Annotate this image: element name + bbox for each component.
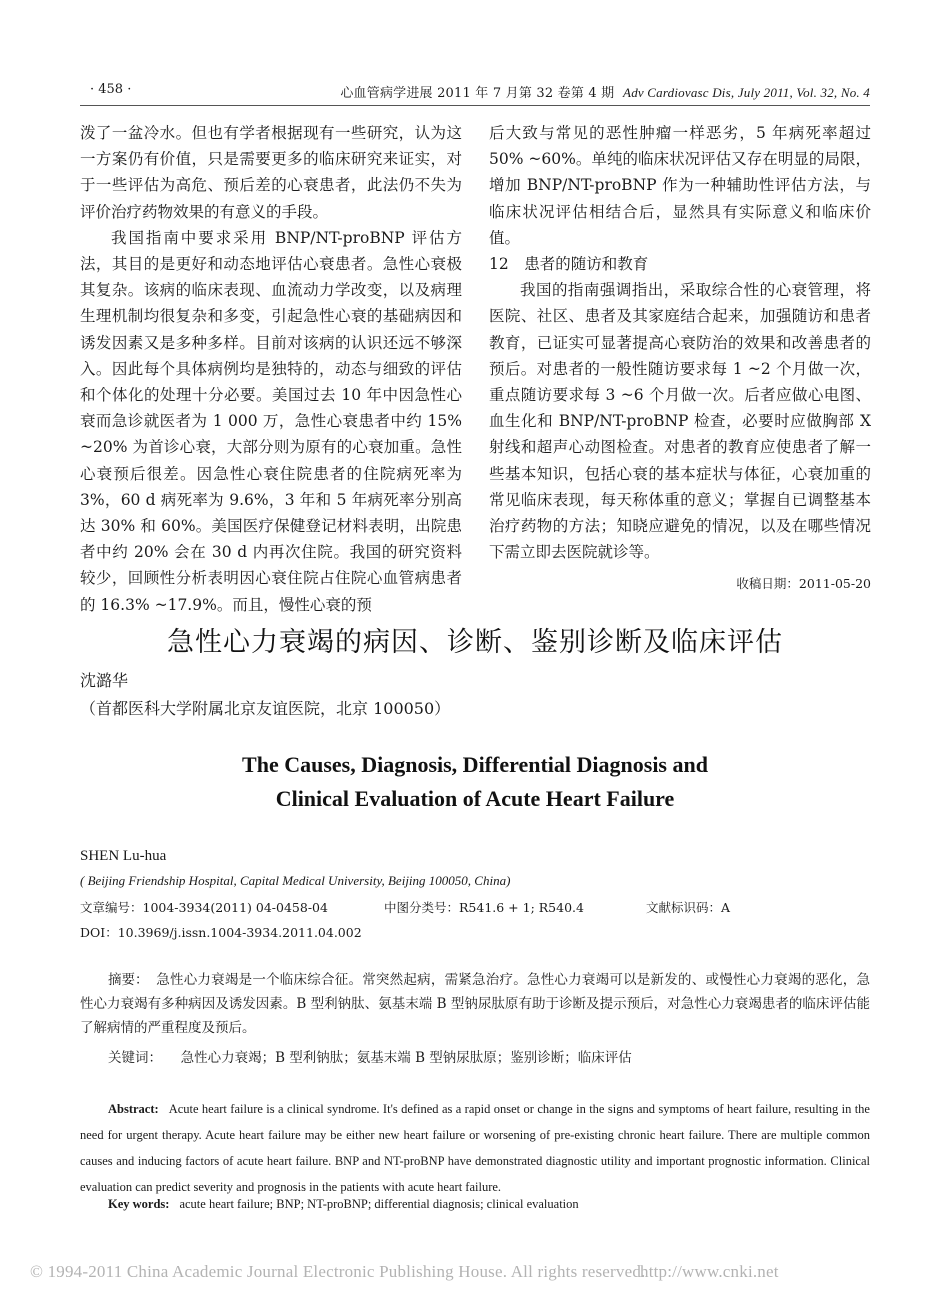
body-paragraph: 我国指南中要求采用 BNP/NT-proBNP 评估方法，其目的是更好和动态地评估心衰患者。急性心衰极其复杂。该病的临床表现、血流动力学改变，以及病理生理机制均很复杂和多变，引起急性心衰的基础病因和诱发因素又是多种多样。目前对该病的认识还远不够深入。因此每个具体病例均是独特的，动态与细致的评估和个体化的处理十分必要。美国过去 10 年中因急性心衰而急诊就医者为 1 000 万，急性心衰患者中约 15% ~20% 为首诊心衰，大部分则为原有的心衰加重。急性心衰预后很差。因急性心衰住院患者的住院病死率为 3%，60 d 病死率为 9.6%，3 年和 5 年病死率分别高达 30% 和 60%。美国医疗保健登记材料表明，出院患者中约 20% 会在 30 d 内再次住院。我国的研究资料较少，回顾性分析表明因心衰住院占住院心血管病患者的 16.3% ~17.9%。而且，慢性心衰的预 xyxy=(80,228,462,614)
clc-number: 中图分类号：R541.6 + 1; R540.4 xyxy=(384,900,584,915)
affiliation-cn: （首都医科大学附属北京友谊医院，北京 100050） xyxy=(80,699,451,718)
body-left-column xyxy=(80,120,462,618)
keywords-cn xyxy=(80,1046,632,1066)
abstract-cn-text: 急性心力衰竭是一个临床综合征。常突然起病，需紧急治疗。急性心力衰竭可以是新发的、或慢性心力衰竭的恶化，急性心力衰竭有多种病因及诱发因素。B 型利钠肽、氨基末端 B 型钠尿肽原有助于诊断及提示预后，对急性心力衰竭患者的临床评估能了解病情的严重程度及预后。 xyxy=(80,972,870,1036)
abstract-cn-label: 摘要： xyxy=(108,972,149,988)
keywords-en-label: Key words: xyxy=(108,1197,170,1211)
keywords-en-text: acute heart failure; BNP; NT-proBNP; differential diagnosis; clinical evaluation xyxy=(179,1197,579,1211)
title-en-line-2: Clinical Evaluation of Acute Heart Failure xyxy=(275,786,675,811)
received-date: 收稿日期：2011-05-20 xyxy=(736,576,871,592)
document-code: 文献标识码：A xyxy=(646,900,731,915)
abstract-en xyxy=(80,1096,870,1200)
body-paragraph: 我国的指南强调指出，采取综合性的心衰管理，将医院、社区、患者及其家庭结合起来，加强随访和患者教育，已证实可显著提高心衰防治的效果和改善患者的预后。对患者的一般性随访要求每 1 ~2 个月做一次，重点随访要求每 3 ~6 个月做一次。后者应做心电图、血生化和 BNP/NT-proBNP 检查，必要时应做胸部 X 射线和超声心动图检查。对患者的教育应使患者了解一些基本知识，包括心衰的基本症状与体征，心衰加重的常见临床表现，每天称体重的意义；掌握自已调整基本治疗药物的方法；知晓应避免的情况，以及在哪些情况下需立即去医院就诊等。 xyxy=(489,281,871,562)
abstract-en-text: Acute heart failure is a clinical syndrome. It's defined as a rapid onset or change in the signs and symptoms of heart failure, resulting in the need for urgent therapy. Acute heart failure may be either new heart failure or worsening of pre-existing chronic heart failure. There are multiple common causes and inducing factors of acute heart failure. BNP and NT-proBNP have demonstrated diagnostic utility and important prognostic information. Clinical evaluation can predict severity and prognosis in the patients with acute heart failure. xyxy=(80,1102,870,1194)
affiliation-en: ( Beijing Friendship Hospital, Capital Medical University, Beijing 100050, China) xyxy=(80,873,511,888)
page-number: · 458 · xyxy=(90,82,132,97)
copyright-text: © 1994-2011 China Academic Journal Electronic Publishing House. All rights reserved. xyxy=(30,1262,646,1281)
abstract-cn xyxy=(80,968,870,1040)
header-rule xyxy=(80,105,870,106)
journal-name-cn: 心血管病学进展 2011 年 7 月第 32 卷第 4 期 xyxy=(340,86,615,101)
journal-name-en: Adv Cardiovasc Dis, July 2011, Vol. 32, No. 4 xyxy=(623,85,870,100)
body-paragraph: 后大致与常见的恶性肿瘤一样恶劣，5 年病死率超过 50% ~60%。单纯的临床状况评估又存在明显的局限，增加 BNP/NT-proBNP 作为一种辅助性评估方法，与临床状况评估相结合后，显然具有实际意义和临床价值。 xyxy=(489,124,871,247)
author-cn: 沈潞华 xyxy=(80,671,129,690)
keywords-cn-text: 急性心力衰竭；B 型利钠肽；氨基末端 B 型钠尿肽原；鉴别诊断；临床评估 xyxy=(180,1050,632,1066)
abstract-en-label: Abstract: xyxy=(108,1102,159,1116)
article-number: 文章编号：1004-3934(2011) 04-0458-04 xyxy=(80,900,328,915)
author-en: SHEN Lu-hua xyxy=(80,848,167,864)
running-header xyxy=(340,82,870,101)
keywords-cn-label: 关键词： xyxy=(108,1050,162,1066)
keywords-en xyxy=(80,1197,579,1212)
section-heading: 12 患者的随访和教育 xyxy=(489,255,649,274)
body-right-column xyxy=(489,120,871,598)
article-title-cn: 急性心力衰竭的病因、诊断、鉴别诊断及临床评估 xyxy=(167,627,783,658)
copyright-watermark xyxy=(30,1262,920,1282)
cnki-url[interactable]: http://www.cnki.net xyxy=(640,1262,779,1281)
title-en-line-1: The Causes, Diagnosis, Differential Diagnosis and xyxy=(242,752,708,777)
article-title-en xyxy=(0,748,950,816)
body-paragraph: 泼了一盆冷水。但也有学者根据现有一些研究，认为这一方案仍有价值，只是需要更多的临床研究来证实，对于一些评估为高危、预后差的心衰患者，此法仍不失为评价治疗药物效果的有意义的手段。 xyxy=(80,124,462,221)
doi: DOI：10.3969/j.issn.1004-3934.2011.04.002 xyxy=(80,925,362,940)
